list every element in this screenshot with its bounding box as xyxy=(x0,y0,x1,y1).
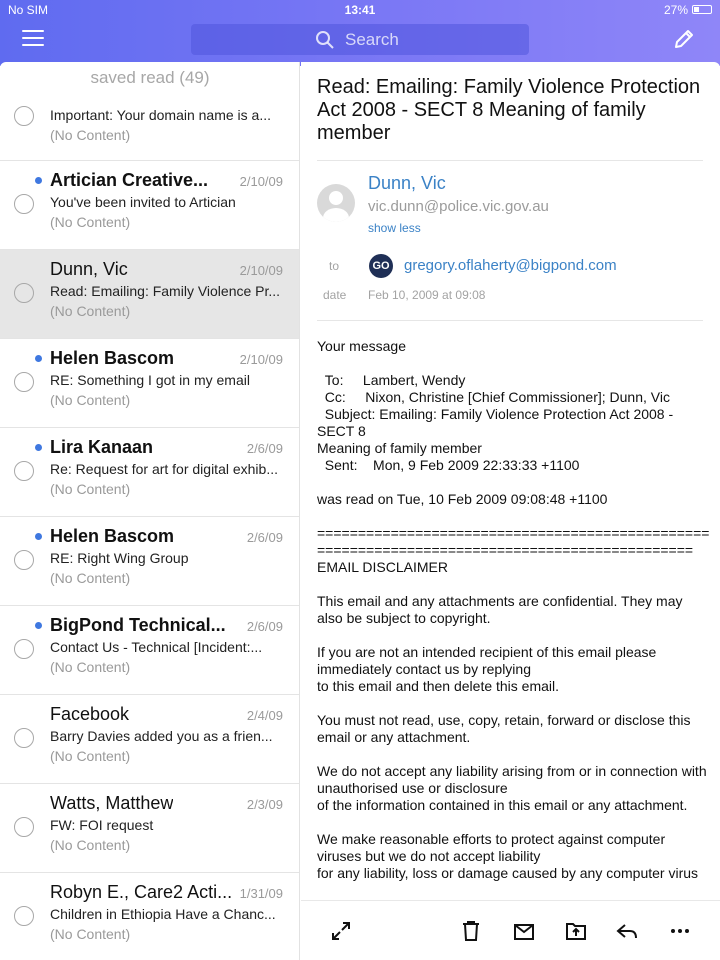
message-subject: Contact Us - Technical [Incident:... xyxy=(50,639,263,655)
message-list-panel xyxy=(0,62,300,960)
search-icon xyxy=(315,30,335,50)
message-sender: Lira Kanaan xyxy=(50,437,154,457)
message-preview: (No Content) xyxy=(50,837,131,853)
select-circle[interactable] xyxy=(14,906,34,926)
message-date: 2/3/09 xyxy=(246,797,283,812)
date-value: Feb 10, 2009 at 09:08 xyxy=(368,288,486,302)
search-input[interactable] xyxy=(191,24,529,55)
message-subject: You've been invited to Artician xyxy=(50,194,236,210)
list-item[interactable] xyxy=(0,873,300,960)
unread-dot-icon xyxy=(35,355,42,362)
message-sender: Artician Creative... xyxy=(50,170,209,190)
carrier-label: No SIM xyxy=(8,3,49,17)
unread-dot-icon xyxy=(35,177,42,184)
message-date: 2/10/09 xyxy=(239,263,283,278)
list-item[interactable] xyxy=(0,250,300,339)
message-preview: (No Content) xyxy=(50,659,131,675)
select-circle[interactable] xyxy=(14,639,34,659)
message-subject: FW: FOI request xyxy=(50,817,154,833)
status-bar xyxy=(0,0,720,20)
message-preview: (No Content) xyxy=(50,481,131,497)
message-subject: Important: Your domain name is a... xyxy=(50,107,272,123)
list-item[interactable] xyxy=(0,695,300,784)
more-icon[interactable] xyxy=(667,919,693,943)
list-item[interactable] xyxy=(0,784,300,873)
sender-name[interactable]: Dunn, Vic xyxy=(368,173,446,193)
divider xyxy=(317,320,703,321)
message-preview: (No Content) xyxy=(50,127,131,143)
message-sender: Helen Bascom xyxy=(50,526,175,546)
body-paragraph: To: Lambert, Wendy Cc: Nixon, Christine [Chief Commissioner]; Dunn, Vic Subject: Emailing: Family Violence Protection Act 2008 - SECT 8 Meaning of family member Sent: Mon, 9 Feb 2009 22:33:33 +1100 xyxy=(317,372,674,473)
battery-icon xyxy=(692,5,712,14)
sender-avatar xyxy=(317,184,355,222)
body-paragraph: If you are not an intended recipient of this email please immediately contact us by replying to this email and then delete this email. xyxy=(317,644,657,694)
message-list xyxy=(0,101,300,960)
top-bar xyxy=(0,0,720,66)
message-subject: Read: Emailing: Family Violence Pr... xyxy=(50,283,281,299)
message-date: 2/10/09 xyxy=(239,174,283,189)
select-circle[interactable] xyxy=(14,283,34,303)
unread-dot-icon xyxy=(35,622,42,629)
message-date: 2/6/09 xyxy=(246,441,283,456)
message-preview: (No Content) xyxy=(50,214,131,230)
unread-dot-icon xyxy=(35,444,42,451)
select-circle[interactable] xyxy=(14,372,34,392)
list-item[interactable] xyxy=(0,606,300,695)
body-paragraph: was read on Tue, 10 Feb 2009 09:08:48 +1100 xyxy=(317,491,608,507)
email-subject: Read: Emailing: Family Violence Protection Act 2008 - SECT 8 Meaning of family member xyxy=(317,76,701,144)
message-date: 1/31/09 xyxy=(239,886,283,901)
recipient-avatar: GO xyxy=(369,254,393,278)
message-sender: Helen Bascom xyxy=(50,348,175,368)
select-circle[interactable] xyxy=(14,106,34,126)
email-body xyxy=(317,338,711,899)
message-sender: BigPond Technical... xyxy=(50,615,226,635)
body-separator: ============================================================================================== xyxy=(317,525,710,558)
select-circle[interactable] xyxy=(14,728,34,748)
list-item[interactable] xyxy=(0,101,300,161)
message-preview: (No Content) xyxy=(50,926,131,942)
message-sender: Robyn E., Care2 Acti... xyxy=(50,882,233,902)
message-preview: (No Content) xyxy=(50,570,131,586)
message-preview: (No Content) xyxy=(50,748,131,764)
message-sender: Dunn, Vic xyxy=(50,259,128,279)
hamburger-icon[interactable] xyxy=(22,30,44,48)
body-paragraph: We make reasonable efforts to protect against computer viruses but we do not accept liability for any liability, loss or damage caused by any computer virus xyxy=(317,831,699,881)
reading-pane xyxy=(301,62,720,900)
message-date: 2/4/09 xyxy=(246,708,283,723)
select-circle[interactable] xyxy=(14,550,34,570)
message-sender: Watts, Matthew xyxy=(50,793,174,813)
message-toolbar xyxy=(301,900,720,960)
reply-icon[interactable] xyxy=(614,919,640,943)
body-paragraph: Your message xyxy=(317,338,406,354)
move-to-folder-icon[interactable] xyxy=(563,919,589,943)
select-circle[interactable] xyxy=(14,461,34,481)
list-item[interactable] xyxy=(0,517,300,606)
body-paragraph: This email and any attachments are confidential. They may also be subject to copyright. xyxy=(317,593,687,626)
message-date: 2/6/09 xyxy=(246,619,283,634)
message-subject: Children in Ethiopia Have a Chanc... xyxy=(50,906,276,922)
divider xyxy=(317,160,703,161)
message-sender: Facebook xyxy=(50,704,130,724)
body-paragraph: You must not read, use, copy, retain, forward or disclose this email or any attachment. xyxy=(317,712,695,745)
recipient-email[interactable]: gregory.oflaherty@bigpond.com xyxy=(404,257,617,274)
select-circle[interactable] xyxy=(14,194,34,214)
clock: 13:41 xyxy=(344,3,376,17)
folder-title: saved read (49) xyxy=(90,68,210,87)
list-item[interactable] xyxy=(0,161,300,250)
show-less-link[interactable]: show less xyxy=(368,221,421,235)
unread-dot-icon xyxy=(35,533,42,540)
battery-percent: 27% xyxy=(663,3,688,17)
select-circle[interactable] xyxy=(14,817,34,837)
list-item[interactable] xyxy=(0,428,300,517)
sender-email: vic.dunn@police.vic.gov.au xyxy=(368,198,549,215)
message-preview: (No Content) xyxy=(50,303,131,319)
pencil-icon[interactable] xyxy=(672,27,696,51)
body-paragraph: EMAIL DISCLAIMER xyxy=(317,559,448,575)
to-label: to xyxy=(329,259,340,273)
expand-icon[interactable] xyxy=(328,919,354,943)
message-subject: RE: Right Wing Group xyxy=(50,550,189,566)
list-item[interactable] xyxy=(0,339,300,428)
message-date: 2/10/09 xyxy=(239,352,283,367)
trash-icon[interactable] xyxy=(458,919,484,943)
message-date: 2/6/09 xyxy=(246,530,283,545)
date-label: date xyxy=(323,288,347,302)
message-preview: (No Content) xyxy=(50,392,131,408)
message-subject: Re: Request for art for digital exhib... xyxy=(50,461,278,477)
body-paragraph: We do not accept any liability arising from or in connection with unauthorised use or disclosure of the information contained in this email or any attachment. xyxy=(317,763,707,813)
archive-icon[interactable] xyxy=(511,919,537,943)
message-subject: Barry Davies added you as a frien... xyxy=(50,728,273,744)
search-placeholder: Search xyxy=(345,30,399,49)
message-subject: RE: Something I got in my email xyxy=(50,372,250,388)
